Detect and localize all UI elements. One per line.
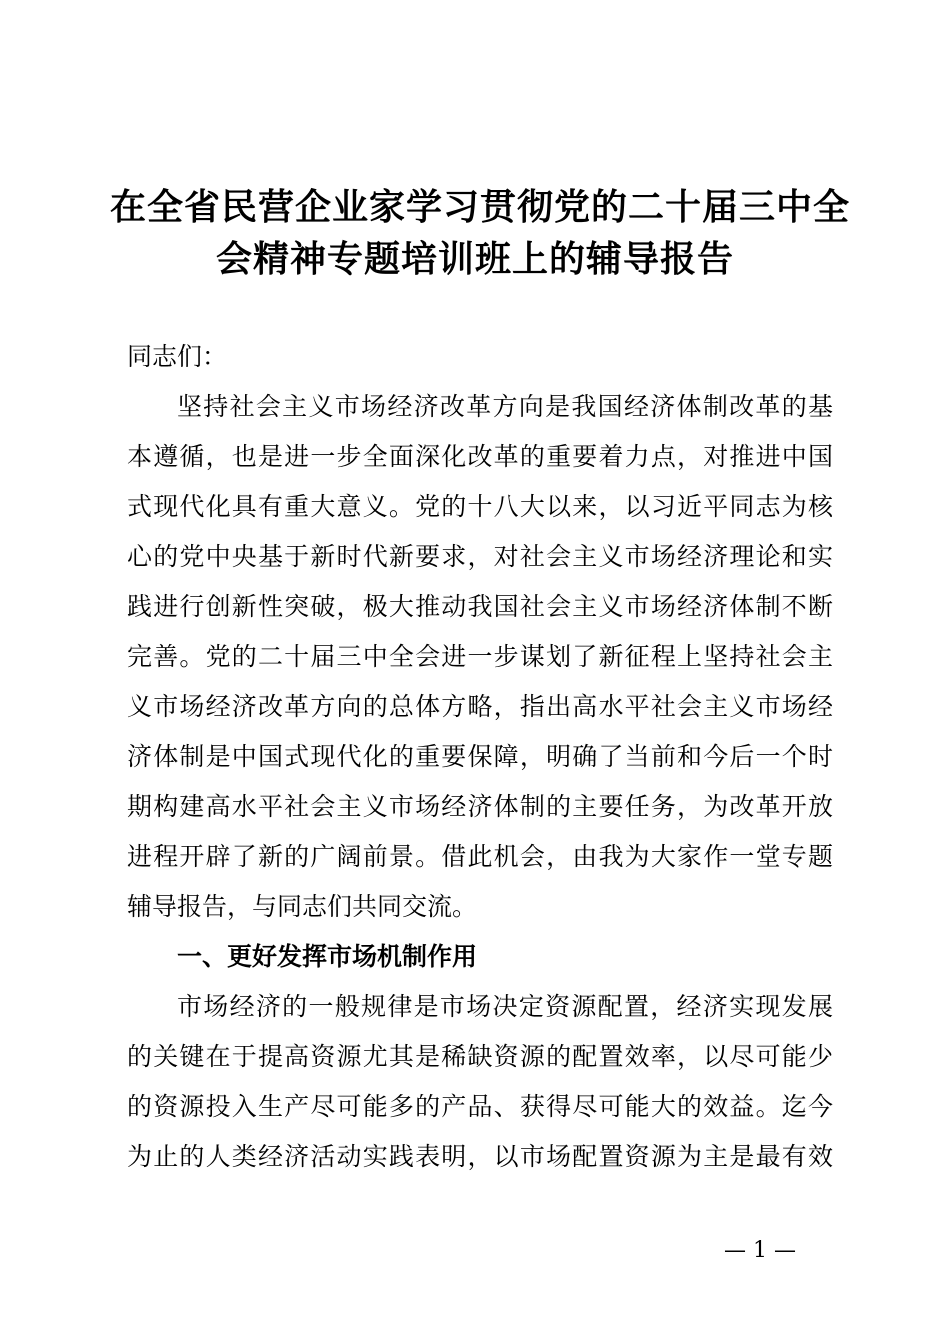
salutation: 同志们： — [127, 342, 228, 371]
paragraph-line: 为止的人类经济活动实践表明，以市场配置资源为主是最有效 — [127, 1142, 833, 1171]
paragraph-line: 践进行创新性突破，极大推动我国社会主义市场经济体制不断 — [127, 592, 833, 621]
paragraph-line: 期构建高水平社会主义市场经济体制的主要任务，为改革开放 — [127, 792, 833, 821]
paragraph-line: 完善。党的二十届三中全会进一步谋划了新征程上坚持社会主 — [127, 642, 833, 671]
paragraph-line: 的资源投入生产尽可能多的产品、获得尽可能大的效益。迄今 — [127, 1092, 833, 1121]
title-line: 在全省民营企业家学习贯彻党的二十届三中全 — [110, 187, 851, 228]
document-body — [127, 332, 833, 1182]
paragraph-line: 辅导报告，与同志们共同交流。 — [127, 892, 478, 921]
section-heading: 一、更好发挥市场机制作用 — [177, 942, 478, 971]
title-line: 会精神专题培训班上的辅导报告 — [215, 239, 734, 280]
paragraph-line: 义市场经济改革方向的总体方略，指出高水平社会主义市场经 — [127, 692, 833, 721]
paragraph-line: 本遵循，也是进一步全面深化改革的重要着力点，对推进中国 — [127, 442, 833, 471]
paragraph-line: 济体制是中国式现代化的重要保障，明确了当前和今后一个时 — [127, 742, 833, 771]
paragraph-line: 市场经济的一般规律是市场决定资源配置，经济实现发展 — [177, 992, 833, 1021]
page-number: — 1 — — [724, 1238, 796, 1263]
document-title — [110, 182, 851, 286]
paragraph-line: 进程开辟了新的广阔前景。借此机会，由我为大家作一堂专题 — [127, 842, 833, 871]
paragraph-line: 坚持社会主义市场经济改革方向是我国经济体制改革的基 — [177, 392, 833, 421]
paragraph-line: 式现代化具有重大意义。党的十八大以来，以习近平同志为核 — [127, 492, 833, 521]
paragraph-line: 的关键在于提高资源尤其是稀缺资源的配置效率，以尽可能少 — [127, 1042, 833, 1071]
paragraph-line: 心的党中央基于新时代新要求，对社会主义市场经济理论和实 — [127, 542, 833, 571]
